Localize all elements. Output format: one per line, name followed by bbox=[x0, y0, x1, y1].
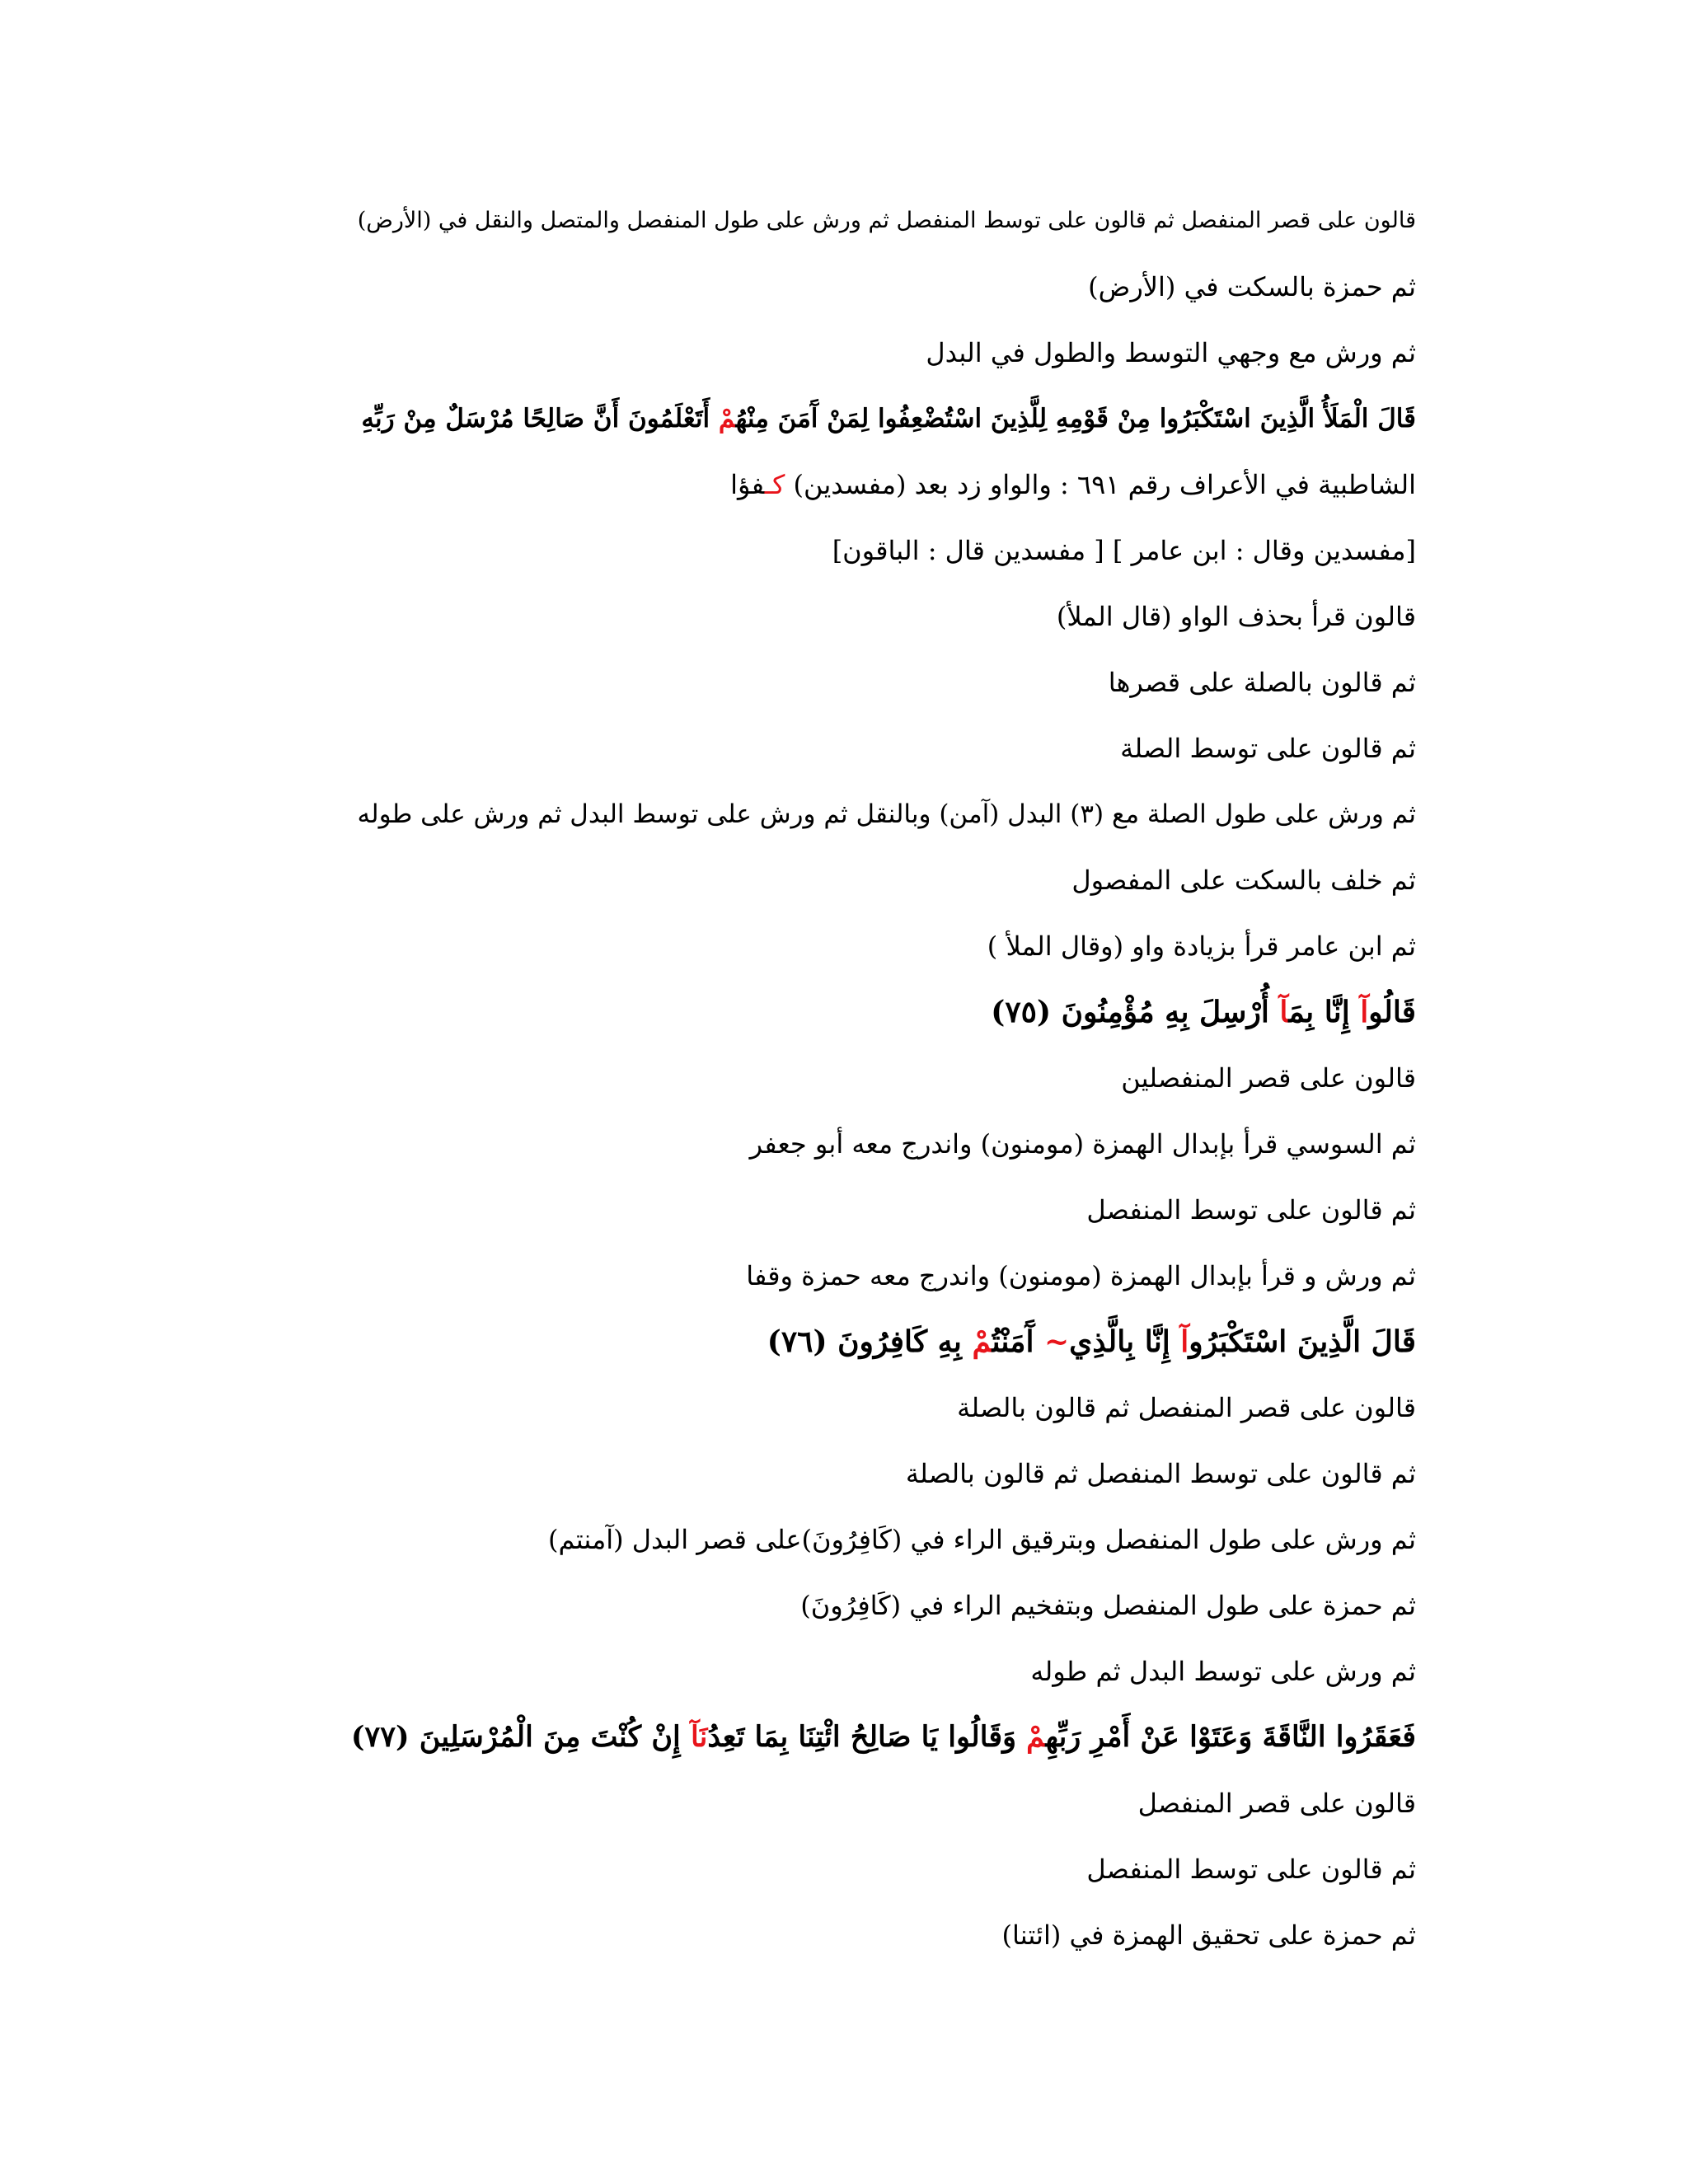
text-segment: إِنْ كُنْتَ مِنَ الْمُرْسَلِينَ (٧٧) bbox=[350, 1720, 691, 1754]
text-segment: ثم ورش و قرأ بإبدال الهمزة (مومنون) واندرج معه حمزة وقفا bbox=[746, 1260, 1416, 1291]
highlighted-text-segment: ~ bbox=[1044, 1324, 1070, 1359]
text-segment: ثم حمزة بالسكت في (الأرض) bbox=[1088, 271, 1416, 302]
quran-verse-line bbox=[330, 386, 1416, 452]
recitation-note-line bbox=[330, 583, 1416, 649]
text-segment: [مفسدين وقال : ابن عامر ] [ مفسدين قال : الباقون] bbox=[832, 535, 1416, 566]
text-segment: قالون على قصر المنفصل ثم قالون بالصلة bbox=[957, 1392, 1416, 1423]
text-segment: قالون على قصر المنفصل bbox=[1137, 1788, 1416, 1819]
text-segment: ثم ورش مع وجهي التوسط والطول في البدل bbox=[926, 337, 1416, 368]
recitation-note-line bbox=[330, 452, 1416, 518]
text-segment: بِهِ كَافِرُونَ (٧٦) bbox=[767, 1324, 973, 1359]
recitation-note-line bbox=[330, 1638, 1416, 1704]
quran-verse-line bbox=[330, 1704, 1416, 1770]
recitation-note-line bbox=[330, 1441, 1416, 1507]
text-segment: ثم ورش على طول المنفصل وبترقيق الراء في (كَافِرُونَ)على قصر البدل (آمنتم) bbox=[547, 1524, 1416, 1555]
highlighted-text-segment: مْ bbox=[718, 404, 736, 434]
recitation-note-line bbox=[330, 1770, 1416, 1836]
recitation-note-line bbox=[330, 649, 1416, 715]
text-segment: قالون على قصر المنفصل ثم قالون على توسط المنفصل ثم ورش على طول المنفصل والمتصل والنقل في (الأرض) bbox=[357, 208, 1416, 233]
text-segment: ثم السوسي قرأ بإبدال الهمزة (مومنون) واندرج معه أبو جعفر bbox=[749, 1128, 1416, 1160]
recitation-note-line bbox=[330, 1902, 1416, 1968]
recitation-note-line bbox=[330, 781, 1416, 847]
text-segment: ثم حمزة على طول المنفصل وبتفخيم الراء في (كَافِرُونَ) bbox=[800, 1590, 1416, 1621]
recitation-note-line bbox=[330, 1572, 1416, 1638]
text-segment: فَعَقَرُوا النَّاقَةَ وَعَتَوْا عَنْ أَمْرِ رَبِّهِ bbox=[1045, 1720, 1416, 1754]
text-segment: ثم ورش على توسط البدل ثم طوله bbox=[1030, 1656, 1416, 1687]
quran-verse-line bbox=[330, 1309, 1416, 1375]
text-segment: الشاطبية في الأعراف رقم ٦٩١ : والواو زد بعد (مفسدين) bbox=[785, 469, 1416, 500]
text-segment: ثم ابن عامر قرأ بزيادة واو (وقال الملأ ) bbox=[987, 930, 1416, 962]
highlighted-text-segment: مْ bbox=[972, 1324, 992, 1359]
recitation-note-line bbox=[330, 913, 1416, 979]
text-segment: ثم قالون بالصلة على قصرها bbox=[1108, 667, 1416, 698]
quran-verse-line bbox=[330, 979, 1416, 1045]
text-segment: قَالُو bbox=[1368, 995, 1416, 1029]
text-segment: قالون قرأ بحذف الواو (قال الملأ) bbox=[1056, 601, 1416, 632]
recitation-note-line bbox=[330, 1836, 1416, 1902]
text-segment: أَتَعْلَمُونَ أَنَّ صَالِحًا مُرْسَلٌ مِنْ رَبِّهِ bbox=[361, 404, 719, 434]
text-segment: قَالَ الَّذِينَ اسْتَكْبَرُو bbox=[1189, 1324, 1416, 1359]
document-page bbox=[330, 188, 1416, 1968]
text-segment: أُرْسِلَ بِهِ مُؤْمِنُونَ (٧٥) bbox=[991, 995, 1280, 1029]
highlighted-text-segment: مْ bbox=[1026, 1720, 1046, 1754]
recitation-note-line bbox=[330, 1243, 1416, 1309]
text-segment: قالون على قصر المنفصلين bbox=[1121, 1062, 1416, 1094]
text-segment: آَمَنْتُ bbox=[992, 1324, 1044, 1359]
recitation-note-line bbox=[330, 715, 1416, 781]
recitation-note-line bbox=[330, 320, 1416, 386]
recitation-note-line bbox=[330, 518, 1416, 583]
highlighted-text-segment: آ bbox=[1180, 1324, 1189, 1359]
recitation-note-line bbox=[330, 1111, 1416, 1177]
text-segment: إِنَّا بِالَّذِي bbox=[1069, 1324, 1181, 1359]
recitation-note-line bbox=[330, 1177, 1416, 1243]
text-segment: ثم قالون على توسط المنفصل bbox=[1086, 1194, 1416, 1226]
text-segment: إِنَّا بِمَ bbox=[1288, 995, 1361, 1029]
recitation-note-line bbox=[330, 1375, 1416, 1441]
text-segment: فؤا bbox=[730, 469, 765, 500]
text-segment: ثم قالون على توسط المنفصل bbox=[1086, 1854, 1416, 1885]
text-segment: ثم خلف بالسكت على المفصول bbox=[1071, 865, 1416, 896]
highlighted-text-segment: آ bbox=[1360, 995, 1369, 1029]
recitation-note-line bbox=[330, 188, 1416, 254]
highlighted-text-segment: نَآ bbox=[690, 1720, 708, 1754]
highlighted-text-segment: آ bbox=[1279, 995, 1289, 1029]
text-segment: ثم قالون على توسط المنفصل ثم قالون بالصلة bbox=[905, 1458, 1416, 1489]
text-segment: ثم ورش على طول الصلة مع (٣) البدل (آمن) وبالنقل ثم ورش على توسط البدل ثم ورش على طوله bbox=[357, 799, 1416, 829]
highlighted-text-segment: كـ bbox=[764, 469, 785, 500]
recitation-note-line bbox=[330, 1045, 1416, 1111]
text-segment: ثم حمزة على تحقيق الهمزة في (ائتنا) bbox=[1001, 1919, 1416, 1951]
text-segment: ثم قالون على توسط الصلة bbox=[1120, 733, 1416, 764]
recitation-note-line bbox=[330, 254, 1416, 320]
recitation-note-line bbox=[330, 1507, 1416, 1572]
text-segment: وَقَالُوا يَا صَالِحُ ائْتِنَا بِمَا تَعِدُ bbox=[707, 1720, 1027, 1754]
recitation-note-line bbox=[330, 847, 1416, 913]
text-segment: قَالَ الْمَلَأُ الَّذِينَ اسْتَكْبَرُوا مِنْ قَوْمِهِ لِلَّذِينَ اسْتُضْعِفُوا لِمَنْ آَمَنَ مِنْهُ bbox=[735, 404, 1416, 434]
